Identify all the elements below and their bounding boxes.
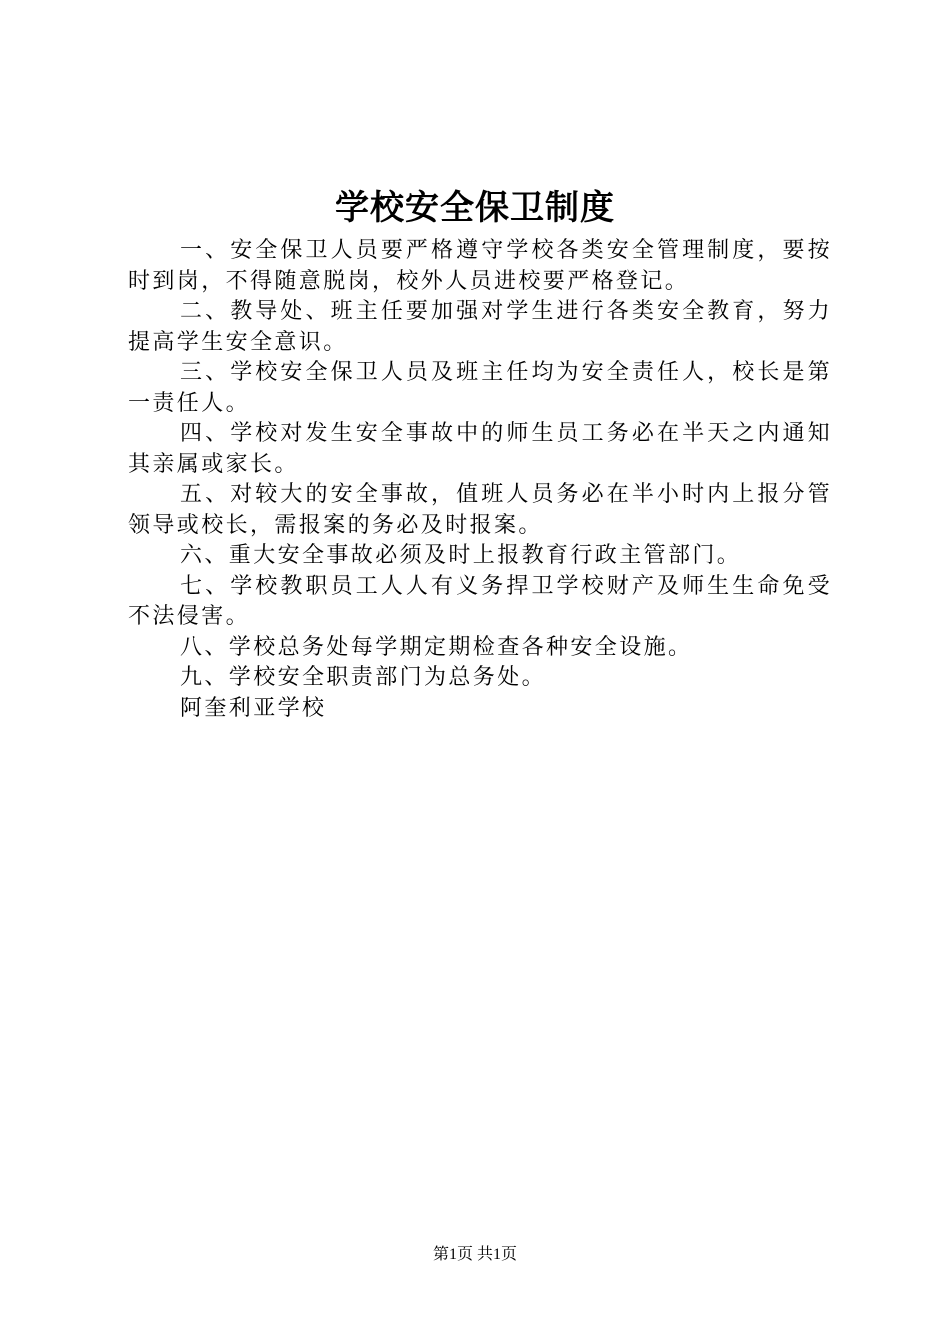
- paragraph-9: 九、学校安全职责部门为总务处。: [180, 665, 547, 690]
- paragraph-2: 二、教导处、班主任要加强对学生进行各类安全教育，努力提高学生安全意识。: [128, 299, 832, 355]
- paragraph-5: 五、对较大的安全事故，值班人员务必在半小时内上报分管领导或校长，需报案的务必及时报案。: [128, 482, 832, 538]
- school-signature: 阿奎利亚学校: [180, 695, 327, 721]
- document-title: 学校安全保卫制度: [335, 188, 615, 228]
- paragraph-6: 六、重大安全事故必须及时上报教育行政主管部门。: [180, 543, 742, 568]
- paragraph-7: 七、学校教职员工人人有义务捍卫学校财产及师生生命免受不法侵害。: [128, 573, 832, 629]
- document-body: [128, 236, 832, 724]
- page-footer: 第1页 共1页: [432, 1246, 517, 1263]
- paragraph-8: 八、学校总务处每学期定期检查各种安全设施。: [180, 634, 693, 660]
- paragraph-4: 四、学校对发生安全事故中的师生员工务必在半天之内通知其亲属或家长。: [128, 421, 832, 477]
- paragraph-1: 一、安全保卫人员要严格遵守学校各类安全管理制度，要按时到岗，不得随意脱岗，校外人员进校要严格登记。: [128, 238, 832, 294]
- paragraph-3: 三、学校安全保卫人员及班主任均为安全责任人，校长是第一责任人。: [128, 360, 832, 416]
